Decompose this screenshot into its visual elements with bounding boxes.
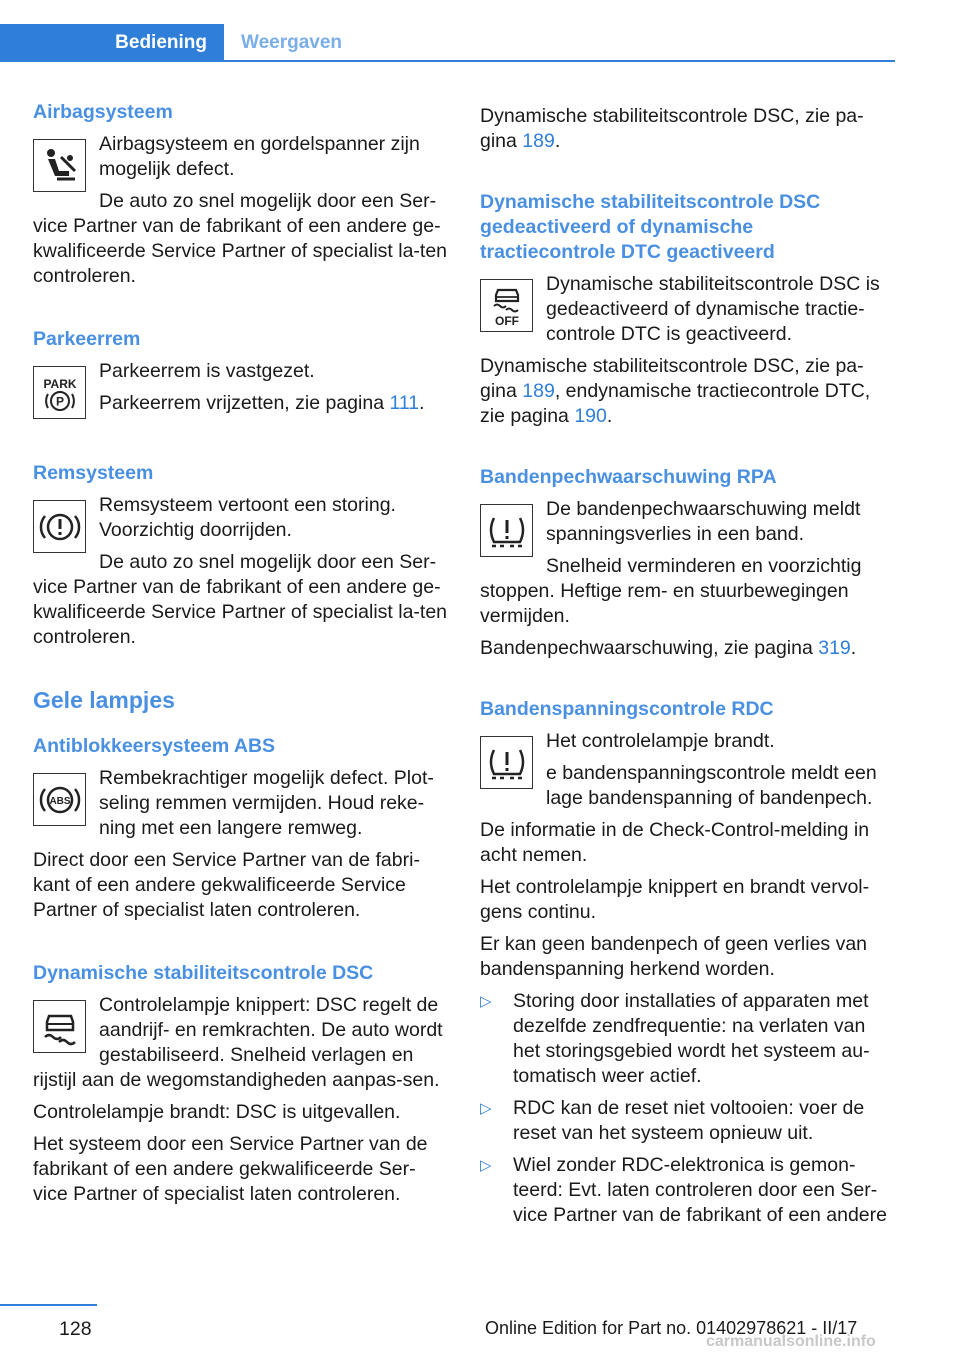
rdc-heading: Bandenspanningscontrole RDC bbox=[480, 698, 774, 720]
rdc-text-5: Er kan geen bandenpech of geen verlies van bandenspanning herkend worden. bbox=[480, 933, 868, 980]
dsc-icon bbox=[33, 1000, 86, 1053]
bullet-triangle-icon: ▷ bbox=[480, 1157, 492, 1174]
airbag-text-1: Airbagsysteem en gordelspanner zijn mogelijk defect. bbox=[99, 133, 420, 180]
rpa-text-2: Snelheid verminderen en voorzichtig stoppen. Heftige rem- en stuurbewegingen vermijden. bbox=[480, 555, 862, 627]
page-number: 128 bbox=[59, 1318, 92, 1340]
right-column bbox=[480, 104, 892, 1235]
abs-heading: Antiblokkeersysteem ABS bbox=[33, 735, 276, 757]
parking-brake-icon bbox=[33, 366, 86, 419]
bullet-triangle-icon: ▷ bbox=[480, 993, 492, 1010]
airbag-warning-icon bbox=[33, 139, 86, 192]
list-item: ▷ RDC kan de reset niet voltooien: voer de reset van het systeem opnieuw uit. bbox=[480, 1097, 865, 1144]
rpa-heading: Bandenpechwaarschuwing RPA bbox=[480, 466, 777, 488]
rpa-text-1: De bandenpechwaarschuwing meldt spanningsverlies in een band. bbox=[546, 498, 861, 545]
dsc-text-2: Controlelampje brandt: DSC is uitgevallen. bbox=[33, 1101, 401, 1123]
rdc-bullet-list bbox=[480, 989, 892, 1228]
abs-text-1: Rembekrachtiger mogelijk defect. Plot‐seling remmen vermijden. Houd reke‐ning met een langere remweg. bbox=[99, 767, 434, 839]
dsc-off-icon bbox=[480, 279, 533, 332]
airbag-heading: Airbagsysteem bbox=[33, 101, 173, 123]
rdc-text-4: Het controlelampje knippert en brandt vervol‐gens continu. bbox=[480, 876, 870, 923]
bullet-triangle-icon: ▷ bbox=[480, 1100, 492, 1117]
list-item: ▷ Wiel zonder RDC-elektronica is gemon‐teerd: Evt. laten controleren door een Ser‐vice Partner van de fabrikant of een andere bbox=[480, 1154, 887, 1226]
watermark: carmanualsonline.info bbox=[706, 1333, 876, 1350]
dsc-off-icon-label: OFF bbox=[494, 313, 519, 327]
tab-weergaven[interactable]: Weergaven bbox=[241, 32, 343, 53]
rpa-text-3: Bandenpechwaarschuwing, zie pagina 319. bbox=[480, 637, 857, 659]
page-link-189b[interactable]: 189 bbox=[522, 380, 555, 402]
rdc-text-2: e bandenspanningscontrole meldt een lage bandenspanning of bandenpech. bbox=[546, 762, 877, 809]
brake-system-icon bbox=[33, 500, 86, 553]
dsc-off-text-2: Dynamische stabiliteitscontrole DSC, zie pa‐gina 189, endynamische tractiecontrole DTC, zie pagina 190. bbox=[480, 355, 871, 427]
dsc-heading: Dynamische stabiliteitscontrole DSC bbox=[33, 962, 374, 984]
tire-pressure-icon bbox=[480, 504, 533, 557]
parkeerrem-text-2: Parkeerrem vrijzetten, zie pagina 111. bbox=[99, 392, 425, 414]
page-link-190[interactable]: 190 bbox=[574, 405, 607, 427]
left-column bbox=[33, 100, 448, 1207]
remsysteem-text-1: Remsysteem vertoont een storing. Voorzichtig doorrijden. bbox=[99, 494, 396, 541]
rdc-text-1: Het controlelampje brandt. bbox=[546, 730, 775, 752]
dsc-text-3: Het systeem door een Service Partner van de fabrikant of een andere gekwalificeerde Ser‐vice Partner of specialist laten controleren. bbox=[33, 1133, 428, 1205]
remsysteem-heading: Remsysteem bbox=[33, 462, 154, 484]
parkeerrem-ref-text: Parkeerrem vrijzetten, zie pagina bbox=[99, 392, 390, 414]
airbag-text-2: De auto zo snel mogelijk door een Ser‐vice Partner van de fabrikant of een andere ge‐kwalificeerde Service Partner of specialist la‐ten controleren. bbox=[33, 190, 448, 287]
dsc-text-1: Controlelampje knippert: DSC regelt de aandrijf- en remkrachten. De auto wordt gestabiliseerd. Snelheid verlagen en rijstijl aan de wegomstandigheden aanpas‐sen. bbox=[33, 994, 443, 1091]
edition-text: Online Edition for Part no. 01402978621 - II/17 bbox=[485, 1318, 858, 1338]
parking-brake-icon-label: PARK bbox=[42, 376, 77, 391]
dsc-ref-text: Dynamische stabiliteitscontrole DSC, zie pa‐gina 189. bbox=[480, 105, 864, 152]
parkeerrem-heading: Parkeerrem bbox=[33, 328, 141, 350]
section-heading-gele-lampjes: Gele lampjes bbox=[33, 687, 175, 713]
dsc-off-heading: Dynamische stabiliteitscontrole DSC gedeactiveerd of dynamische tractiecontrole DTC geactiveerd bbox=[480, 191, 821, 263]
list-item: ▷ Storing door installaties of apparaten met dezelfde zendfrequentie: na verlaten van het storingsgebied wordt het systeem au‐tomatisch weer actief. bbox=[480, 990, 870, 1087]
remsysteem-text-2: De auto zo snel mogelijk door een Ser‐vice Partner van de fabrikant of een andere ge‐kwalificeerde Service Partner of specialist la‐ten controleren. bbox=[33, 551, 448, 648]
parkeerrem-text-1: Parkeerrem is vastgezet. bbox=[99, 360, 315, 382]
rdc-text-3: De informatie in de Check-Control-melding in acht nemen. bbox=[480, 819, 870, 866]
tab-bediening[interactable]: Bediening bbox=[0, 24, 224, 60]
abs-icon bbox=[33, 773, 86, 826]
footer-rule bbox=[0, 1304, 97, 1306]
page-link-319[interactable]: 319 bbox=[818, 637, 851, 659]
page-link-111[interactable]: 111 bbox=[389, 392, 420, 414]
abs-text-2: Direct door een Service Partner van de fabri‐kant of een andere gekwalificeerde Service Partner of specialist laten controleren. bbox=[33, 849, 420, 921]
tire-pressure-icon-rdc bbox=[480, 736, 533, 789]
chapter-tab-bar bbox=[0, 24, 895, 62]
dsc-off-text-1: Dynamische stabiliteitscontrole DSC is gedeactiveerd of dynamische tractie‐controle DTC is geactiveerd. bbox=[546, 273, 880, 345]
abs-icon-label: ABS bbox=[48, 795, 71, 807]
svg-text:P: P bbox=[55, 394, 64, 408]
page-link-189[interactable]: 189 bbox=[522, 130, 555, 152]
